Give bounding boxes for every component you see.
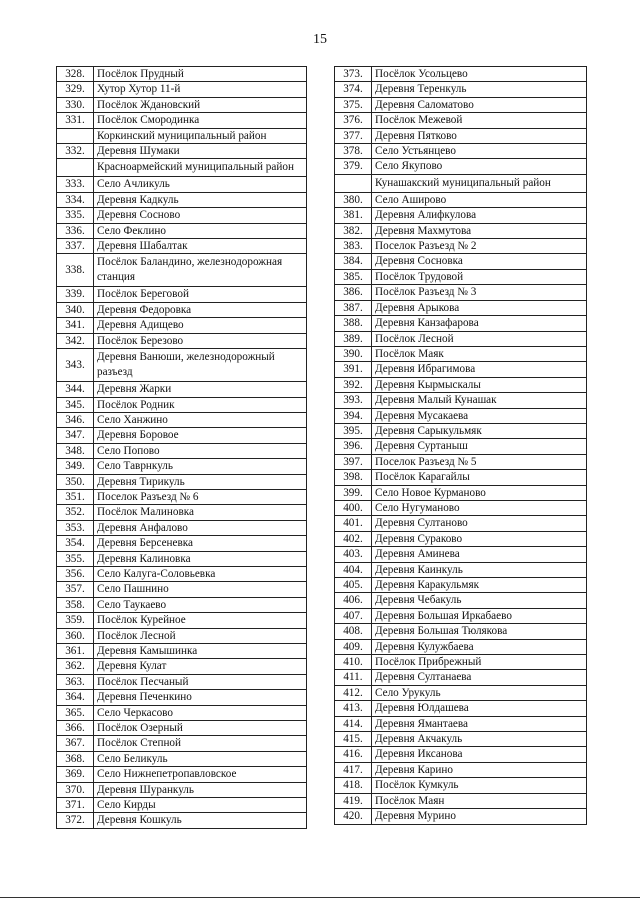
row-number: 403. (335, 547, 372, 562)
table-row (57, 798, 307, 813)
row-number: 333. (57, 177, 94, 192)
row-number: 340. (57, 302, 94, 317)
table-row (57, 333, 307, 348)
row-number: 367. (57, 736, 94, 751)
settlement-name: Деревня Мусакаева (372, 408, 587, 423)
row-number: 351. (57, 489, 94, 504)
table-row (335, 192, 587, 207)
row-number: 388. (335, 316, 372, 331)
settlement-name: Деревня Берсеневка (94, 536, 307, 551)
row-number: 390. (335, 346, 372, 361)
row-number: 355. (57, 551, 94, 566)
table-row (57, 659, 307, 674)
settlements-table-right (334, 66, 587, 825)
table-row (57, 287, 307, 302)
settlement-name: Деревня Канзафарова (372, 316, 587, 331)
table-row (335, 670, 587, 685)
row-number: 348. (57, 443, 94, 458)
table-row (335, 82, 587, 97)
settlement-name: Деревня Федоровка (94, 302, 307, 317)
table-row (335, 454, 587, 469)
row-number: 379. (335, 159, 372, 174)
row-number: 401. (335, 516, 372, 531)
settlement-name: Деревня Большая Иркабаево (372, 608, 587, 623)
table-row (57, 551, 307, 566)
table-row (335, 578, 587, 593)
settlement-name: Село Таукаево (94, 597, 307, 612)
settlement-name: Деревня Жарки (94, 382, 307, 397)
settlement-name: Село Пашнино (94, 582, 307, 597)
settlement-name: Посёлок Курейное (94, 613, 307, 628)
settlement-name: Посёлок Трудовой (372, 269, 587, 284)
table-row (57, 239, 307, 254)
table-row (335, 732, 587, 747)
row-number: 405. (335, 578, 372, 593)
settlement-name: Посёлок Песчаный (94, 674, 307, 689)
settlement-name: Деревня Кошкуль (94, 813, 307, 828)
row-number: 344. (57, 382, 94, 397)
row-number: 332. (57, 144, 94, 159)
settlement-name: Деревня Сураково (372, 531, 587, 546)
row-number: 374. (335, 82, 372, 97)
settlement-name: Деревня Иксанова (372, 747, 587, 762)
row-number: 350. (57, 474, 94, 489)
row-number: 415. (335, 732, 372, 747)
settlement-name: Село Ханжино (94, 412, 307, 427)
row-number: 381. (335, 208, 372, 223)
settlement-name: Деревня Боровое (94, 428, 307, 443)
settlements-table-left (56, 66, 307, 829)
page-number: 15 (313, 32, 327, 47)
row-number: 395. (335, 423, 372, 438)
table-row (57, 674, 307, 689)
table-row (57, 690, 307, 705)
settlement-name: Посёлок Разъезд № 3 (372, 285, 587, 300)
table-row (335, 593, 587, 608)
table-row (57, 177, 307, 192)
row-number: 414. (335, 716, 372, 731)
table-row (335, 208, 587, 223)
settlement-name: Деревня Сосново (94, 208, 307, 223)
settlement-name: Хутор Хутор 11-й (94, 82, 307, 97)
row-number: 336. (57, 223, 94, 238)
settlement-name: Село Нугуманово (372, 500, 587, 515)
table-row (57, 489, 307, 504)
row-number: 363. (57, 674, 94, 689)
table-row (335, 316, 587, 331)
table-row (57, 474, 307, 489)
settlement-name: Село Таврнкуль (94, 459, 307, 474)
row-number: 354. (57, 536, 94, 551)
settlement-name: Посёлок Степной (94, 736, 307, 751)
settlement-name: Посёлок Маяк (372, 346, 587, 361)
settlement-name: Посёлок Кумкуль (372, 778, 587, 793)
row-number: 346. (57, 412, 94, 427)
settlement-name: Деревня Теренкуль (372, 82, 587, 97)
table-row (335, 439, 587, 454)
row-number: 361. (57, 644, 94, 659)
row-number: 356. (57, 566, 94, 581)
settlement-name: Деревня Махмутова (372, 223, 587, 238)
row-number: 341. (57, 318, 94, 333)
row-number: 359. (57, 613, 94, 628)
row-number: 406. (335, 593, 372, 608)
row-number: 382. (335, 223, 372, 238)
settlement-name: Село Новое Курманово (372, 485, 587, 500)
row-number: 411. (335, 670, 372, 685)
table-row (335, 377, 587, 392)
settlement-name: Посёлок Прибрежный (372, 655, 587, 670)
table-row (57, 782, 307, 797)
table-row (57, 397, 307, 412)
table-row (335, 485, 587, 500)
table-row (335, 562, 587, 577)
table-row (57, 613, 307, 628)
row-number: 347. (57, 428, 94, 443)
table-row (335, 516, 587, 531)
settlement-name: Деревня Большая Тюлякова (372, 624, 587, 639)
settlement-name: Деревня Аминева (372, 547, 587, 562)
table-row (335, 716, 587, 731)
row-number: 420. (335, 809, 372, 824)
table-row (335, 608, 587, 623)
row-number: 417. (335, 762, 372, 777)
table-row (57, 582, 307, 597)
settlement-name: Деревня Печенкино (94, 690, 307, 705)
row-number: 376. (335, 113, 372, 128)
row-number: 389. (335, 331, 372, 346)
table-row (57, 254, 307, 287)
table-row (335, 254, 587, 269)
row-number: 384. (335, 254, 372, 269)
district-heading: Красноармейский муниципальный район (94, 159, 307, 177)
table-row (57, 628, 307, 643)
table-row (335, 655, 587, 670)
settlement-name: Посёлок Ждановский (94, 97, 307, 112)
table-row (335, 547, 587, 562)
settlement-name: Деревня Адищево (94, 318, 307, 333)
table-row (57, 144, 307, 159)
settlement-name: Село Беликуль (94, 751, 307, 766)
settlement-name: Село Феклино (94, 223, 307, 238)
table-row (335, 500, 587, 515)
settlement-name: Деревня Кулат (94, 659, 307, 674)
settlement-name: Деревня Акчакуль (372, 732, 587, 747)
row-number: 362. (57, 659, 94, 674)
settlement-name: Деревня Юлдашева (372, 701, 587, 716)
row-number: 413. (335, 701, 372, 716)
settlement-name: Село Урукуль (372, 685, 587, 700)
row-number: 373. (335, 67, 372, 82)
settlement-name: Посёлок Карагайлы (372, 470, 587, 485)
table-row (57, 751, 307, 766)
settlement-name: Деревня Арыкова (372, 300, 587, 315)
row-number: 328. (57, 67, 94, 82)
row-number: 385. (335, 269, 372, 284)
row-number: 400. (335, 500, 372, 515)
settlement-name: Посёлок Лесной (94, 628, 307, 643)
settlement-name: Посёлок Озерный (94, 721, 307, 736)
settlement-name: Посёлок Маян (372, 793, 587, 808)
settlement-name: Посёлок Береговой (94, 287, 307, 302)
settlement-name: Деревня Ибрагимова (372, 362, 587, 377)
settlement-name: Деревня Кадкуль (94, 192, 307, 207)
row-number: 380. (335, 192, 372, 207)
table-row (335, 362, 587, 377)
settlement-name: Деревня Суртаныш (372, 439, 587, 454)
row-number: 364. (57, 690, 94, 705)
row-number: 353. (57, 520, 94, 535)
row-number: 368. (57, 751, 94, 766)
row-number: 397. (335, 454, 372, 469)
row-number: 391. (335, 362, 372, 377)
bottom-rule (0, 897, 640, 898)
settlement-name: Деревня Ванюши, железнодорожный разъезд (94, 349, 307, 382)
settlement-name: Село Калуга-Соловьевка (94, 566, 307, 581)
table-row (57, 721, 307, 736)
table-row (57, 159, 307, 177)
settlement-name: Деревня Саломатово (372, 97, 587, 112)
row-number: 402. (335, 531, 372, 546)
settlement-name: Деревня Мурино (372, 809, 587, 824)
settlement-name: Деревня Пятково (372, 128, 587, 143)
settlement-name: Деревня Сосновка (372, 254, 587, 269)
row-number: 404. (335, 562, 372, 577)
table-row (335, 809, 587, 824)
settlement-name: Поселок Разъезд № 6 (94, 489, 307, 504)
settlement-name: Село Устьянцево (372, 144, 587, 159)
row-number: 330. (57, 97, 94, 112)
settlement-name: Посёлок Баландино, железнодорожная станция (94, 254, 307, 287)
settlement-name: Деревня Ямантаева (372, 716, 587, 731)
row-number: 334. (57, 192, 94, 207)
table-row (57, 536, 307, 551)
row-number: 371. (57, 798, 94, 813)
table-row (57, 223, 307, 238)
row-number: 386. (335, 285, 372, 300)
table-row (335, 128, 587, 143)
table-row (57, 597, 307, 612)
row-number: 416. (335, 747, 372, 762)
row-number: 338. (57, 254, 94, 287)
settlement-name: Село Якупово (372, 159, 587, 174)
row-number: 412. (335, 685, 372, 700)
settlement-name: Посёлок Лесной (372, 331, 587, 346)
settlement-name: Посёлок Усольцево (372, 67, 587, 82)
settlement-name: Поселок Разъезд № 5 (372, 454, 587, 469)
row-number: 365. (57, 705, 94, 720)
settlement-name: Деревня Сарыкульмяк (372, 423, 587, 438)
row-number: 398. (335, 470, 372, 485)
table-row (335, 346, 587, 361)
settlement-name: Деревня Калиновка (94, 551, 307, 566)
table-row (57, 767, 307, 782)
row-number: 410. (335, 655, 372, 670)
table-row (335, 793, 587, 808)
row-number: 337. (57, 239, 94, 254)
table-row (335, 331, 587, 346)
table-row (335, 639, 587, 654)
row-number: 377. (335, 128, 372, 143)
table-row (57, 349, 307, 382)
table-row (335, 285, 587, 300)
table-row (57, 82, 307, 97)
table-row (335, 300, 587, 315)
settlement-name: Посёлок Малиновка (94, 505, 307, 520)
table-row (57, 302, 307, 317)
table-row (335, 685, 587, 700)
settlement-name: Село Ачликуль (94, 177, 307, 192)
row-number: 372. (57, 813, 94, 828)
settlement-name: Деревня Анфалово (94, 520, 307, 535)
row-number: 360. (57, 628, 94, 643)
row-number: 419. (335, 793, 372, 808)
table-row (335, 778, 587, 793)
row-number: 335. (57, 208, 94, 223)
table-row (57, 705, 307, 720)
row-number: 339. (57, 287, 94, 302)
table-row (57, 113, 307, 128)
row-number: 358. (57, 597, 94, 612)
table-row (57, 459, 307, 474)
table-row (335, 747, 587, 762)
table-row (57, 382, 307, 397)
settlement-name: Деревня Камышинка (94, 644, 307, 659)
table-row (335, 174, 587, 192)
settlement-name: Село Нижнепетропавловское (94, 767, 307, 782)
district-heading: Кунашакский муниципальный район (372, 174, 587, 192)
settlement-name: Посёлок Березово (94, 333, 307, 348)
settlement-name: Деревня Каракульмяк (372, 578, 587, 593)
settlement-name: Деревня Чебакуль (372, 593, 587, 608)
settlement-name: Деревня Шумаки (94, 144, 307, 159)
row-number: 392. (335, 377, 372, 392)
table-row (57, 192, 307, 207)
settlement-name: Деревня Карино (372, 762, 587, 777)
row-number: 329. (57, 82, 94, 97)
table-row (57, 67, 307, 82)
row-number: 378. (335, 144, 372, 159)
table-row (335, 423, 587, 438)
row-number: 369. (57, 767, 94, 782)
row-number: 387. (335, 300, 372, 315)
table-row (335, 159, 587, 174)
row-number (57, 128, 94, 143)
row-number: 343. (57, 349, 94, 382)
table-row (335, 393, 587, 408)
settlement-name: Посёлок Прудный (94, 67, 307, 82)
row-number: 383. (335, 239, 372, 254)
district-heading: Коркинский муниципальный район (94, 128, 307, 143)
settlement-name: Посёлок Смородинка (94, 113, 307, 128)
table-row (57, 644, 307, 659)
settlement-name: Деревня Шабалтак (94, 239, 307, 254)
settlement-name: Деревня Кырмыскалы (372, 377, 587, 392)
row-number: 375. (335, 97, 372, 112)
settlement-name: Посёлок Межевой (372, 113, 587, 128)
table-row (57, 128, 307, 143)
table-row (57, 318, 307, 333)
row-number: 409. (335, 639, 372, 654)
settlement-name: Деревня Тирикуль (94, 474, 307, 489)
row-number: 407. (335, 608, 372, 623)
settlement-name: Посёлок Родник (94, 397, 307, 412)
settlement-name: Село Попово (94, 443, 307, 458)
settlement-name: Деревня Алифкулова (372, 208, 587, 223)
table-row (335, 531, 587, 546)
table-row (57, 520, 307, 535)
row-number: 394. (335, 408, 372, 423)
row-number: 370. (57, 782, 94, 797)
table-row (57, 97, 307, 112)
row-number: 399. (335, 485, 372, 500)
table-row (57, 505, 307, 520)
row-number: 331. (57, 113, 94, 128)
settlement-name: Село Кирды (94, 798, 307, 813)
settlement-name: Деревня Малый Кунашак (372, 393, 587, 408)
table-row (335, 97, 587, 112)
table-row (57, 443, 307, 458)
row-number (57, 159, 94, 177)
row-number: 393. (335, 393, 372, 408)
row-number: 418. (335, 778, 372, 793)
table-row (335, 223, 587, 238)
table-row (335, 470, 587, 485)
settlement-name: Деревня Султанаева (372, 670, 587, 685)
table-row (57, 566, 307, 581)
settlement-name: Село Аширово (372, 192, 587, 207)
table-row (335, 113, 587, 128)
row-number (335, 174, 372, 192)
table-row (57, 208, 307, 223)
settlement-name: Деревня Шуранкуль (94, 782, 307, 797)
row-number: 408. (335, 624, 372, 639)
settlement-name: Деревня Кулужбаева (372, 639, 587, 654)
table-row (335, 144, 587, 159)
row-number: 357. (57, 582, 94, 597)
row-number: 345. (57, 397, 94, 412)
row-number: 366. (57, 721, 94, 736)
table-row (335, 701, 587, 716)
table-row (335, 239, 587, 254)
table-row (335, 624, 587, 639)
settlement-name: Деревня Султаново (372, 516, 587, 531)
table-row (335, 67, 587, 82)
row-number: 342. (57, 333, 94, 348)
settlement-name: Деревня Каинкуль (372, 562, 587, 577)
table-row (57, 736, 307, 751)
settlement-name: Село Черкасово (94, 705, 307, 720)
row-number: 349. (57, 459, 94, 474)
table-row (57, 412, 307, 427)
settlement-name: Поселок Разъезд № 2 (372, 239, 587, 254)
table-row (57, 428, 307, 443)
table-row (335, 269, 587, 284)
table-row (57, 813, 307, 828)
table-row (335, 408, 587, 423)
row-number: 352. (57, 505, 94, 520)
row-number: 396. (335, 439, 372, 454)
table-row (335, 762, 587, 777)
